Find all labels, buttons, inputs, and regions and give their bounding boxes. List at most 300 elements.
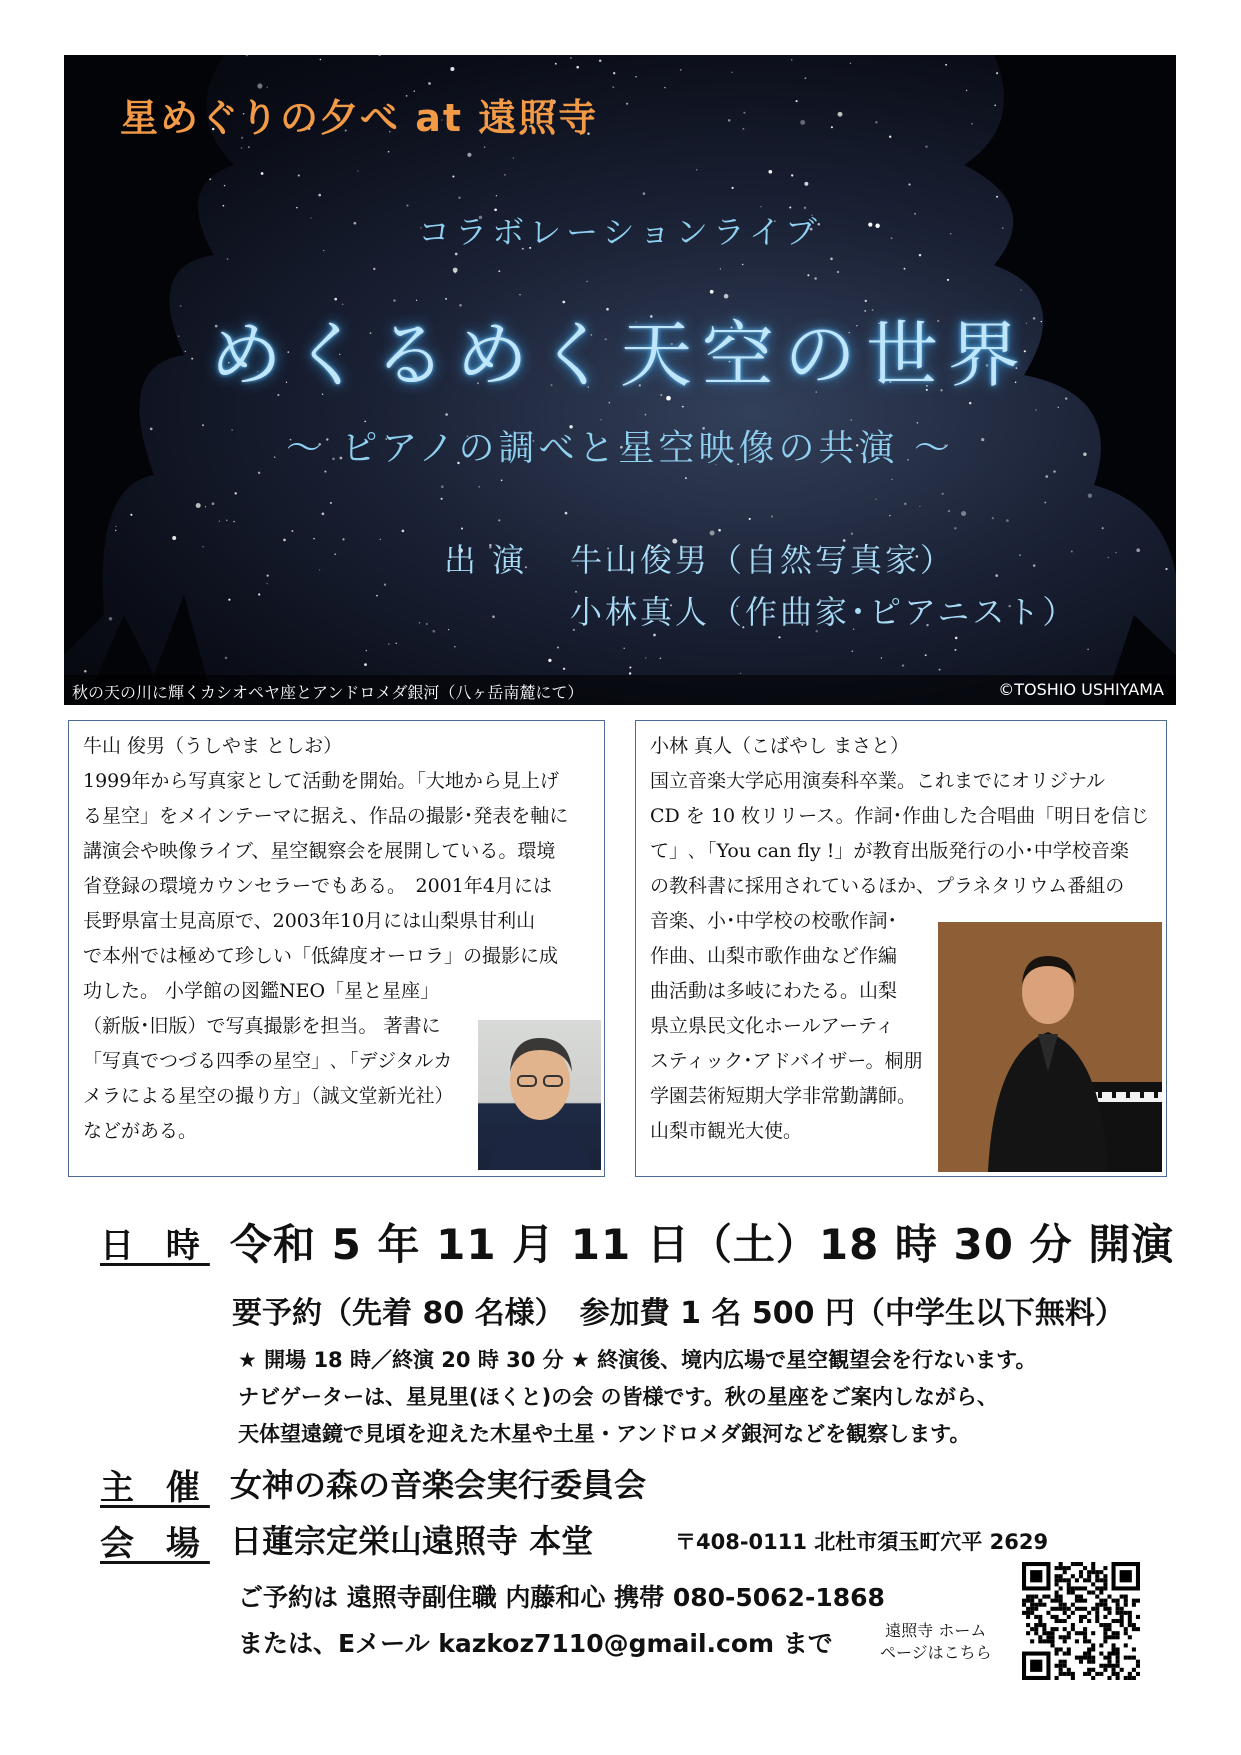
star — [115, 526, 116, 527]
qr-code-icon[interactable] — [1022, 1562, 1140, 1680]
qr-module — [1132, 1656, 1136, 1660]
qr-module — [1107, 1676, 1111, 1680]
star — [452, 175, 454, 177]
qr-module — [1075, 1578, 1079, 1582]
star — [889, 135, 891, 137]
star — [227, 258, 229, 260]
qr-module — [1042, 1639, 1046, 1643]
qr-module — [1112, 1635, 1116, 1639]
qr-module — [1059, 1578, 1063, 1582]
qr-module — [1055, 1566, 1059, 1570]
qr-module — [1095, 1611, 1099, 1615]
bio-name-kobayashi: 小林 真人（こばやし まさと） — [650, 735, 910, 757]
qr-module — [1075, 1639, 1079, 1643]
star — [219, 520, 220, 521]
qr-module — [1103, 1627, 1107, 1631]
qr-module — [1083, 1586, 1087, 1590]
qr-module — [1099, 1623, 1103, 1627]
star — [467, 153, 471, 157]
star — [771, 515, 773, 517]
star — [1006, 519, 1009, 522]
qr-module — [1055, 1595, 1059, 1599]
star — [266, 583, 267, 584]
qr-module — [1120, 1668, 1124, 1672]
star — [384, 584, 386, 586]
qr-module — [1116, 1603, 1120, 1607]
qr-module — [1079, 1570, 1083, 1574]
qr-module — [1059, 1668, 1063, 1672]
qr-module — [1071, 1603, 1075, 1607]
star — [557, 647, 559, 649]
star — [548, 659, 551, 662]
star — [484, 146, 486, 148]
star — [402, 530, 405, 533]
qr-module — [1022, 1599, 1026, 1603]
qr-module — [1136, 1660, 1140, 1664]
qr-module — [1107, 1623, 1111, 1627]
qr-module — [1059, 1619, 1063, 1623]
qr-module — [1050, 1599, 1054, 1603]
qr-module — [1087, 1668, 1091, 1672]
note-line: 天体望遠鏡で見頃を迎えた木星や土星・アンドロメダ銀河などを観察します。 — [238, 1422, 971, 1446]
star — [969, 402, 972, 405]
qr-module — [1103, 1607, 1107, 1611]
qr-module — [1059, 1660, 1063, 1664]
bio-line: 功した。 小学館の図鑑NEO「星と星座」 — [83, 980, 440, 1002]
qr-module — [1063, 1603, 1067, 1607]
qr-module — [1067, 1582, 1071, 1586]
qr-module — [1132, 1647, 1136, 1651]
star — [996, 72, 998, 74]
qr-module — [1112, 1631, 1116, 1635]
qr-module — [1112, 1668, 1116, 1672]
star — [1058, 407, 1059, 408]
star — [458, 197, 460, 199]
qr-module — [1055, 1647, 1059, 1651]
star — [225, 657, 228, 660]
star — [740, 673, 741, 674]
qr-module — [1103, 1578, 1107, 1582]
star — [791, 59, 793, 61]
qr-module — [1099, 1652, 1103, 1656]
qr-module — [1116, 1676, 1120, 1680]
qr-module — [1063, 1639, 1067, 1643]
qr-module — [1038, 1639, 1042, 1643]
bio-line: メラによる星空の撮り方」（誠文堂新光社） — [83, 1085, 454, 1107]
star — [902, 664, 904, 666]
qr-module — [1091, 1631, 1095, 1635]
star — [258, 593, 260, 595]
star — [837, 271, 839, 273]
qr-module — [1087, 1619, 1091, 1623]
qr-module — [1034, 1607, 1038, 1611]
qr-caption: 遠照寺 ホーム ページはこちら — [880, 1621, 992, 1662]
qr-module — [1046, 1595, 1050, 1599]
qr-module — [1030, 1611, 1034, 1615]
qr-module — [1099, 1672, 1103, 1676]
qr-module — [1087, 1590, 1091, 1594]
qr-module — [1087, 1611, 1091, 1615]
qr-module — [1030, 1603, 1034, 1607]
qr-module — [1124, 1643, 1128, 1647]
qr-module — [1107, 1595, 1111, 1599]
qr-module — [1128, 1656, 1132, 1660]
star — [889, 515, 890, 516]
qr-module — [1083, 1615, 1087, 1619]
star — [742, 128, 744, 130]
qr-module — [1075, 1562, 1079, 1566]
qr-module — [1107, 1660, 1111, 1664]
star — [947, 279, 949, 281]
qr-module — [1103, 1566, 1107, 1570]
qr-module — [1112, 1599, 1116, 1603]
qr-module — [1116, 1660, 1120, 1664]
bio-line: 「写真でつづる四季の星空」､「デジタルカ — [83, 1050, 453, 1072]
qr-module — [1055, 1607, 1059, 1611]
qr-module — [1103, 1656, 1107, 1660]
star — [342, 538, 344, 540]
qr-module — [1067, 1578, 1071, 1582]
qr-module — [1083, 1566, 1087, 1570]
qr-module — [1124, 1611, 1128, 1615]
qr-module — [1128, 1672, 1132, 1676]
qr-module — [1055, 1627, 1059, 1631]
star — [814, 277, 817, 280]
qr-module — [1034, 1603, 1038, 1607]
qr-module — [1067, 1566, 1071, 1570]
star — [919, 506, 920, 507]
qr-module — [1099, 1603, 1103, 1607]
star — [643, 192, 646, 195]
qr-module — [1116, 1619, 1120, 1623]
qr-module — [1038, 1599, 1042, 1603]
qr-module — [1083, 1652, 1087, 1656]
qr-module — [1095, 1615, 1099, 1619]
star — [450, 67, 454, 71]
qr-module — [1050, 1607, 1054, 1611]
qr-module — [1059, 1586, 1063, 1590]
photo-caption: 秋の天の川に輝くカシオペヤ座とアンドロメダ銀河（八ヶ岳南麓にて） — [72, 683, 584, 702]
star — [1115, 552, 1116, 553]
qr-module — [1026, 1623, 1030, 1627]
qr-module — [1046, 1639, 1050, 1643]
qr-module — [1107, 1652, 1111, 1656]
qr-module — [1103, 1603, 1107, 1607]
qr-module — [1107, 1607, 1111, 1611]
star — [445, 413, 448, 416]
star — [728, 119, 731, 122]
qr-module — [1095, 1619, 1099, 1623]
qr-module — [1103, 1574, 1107, 1578]
star — [749, 518, 751, 520]
qr-module — [1136, 1627, 1140, 1631]
qr-module — [1063, 1672, 1067, 1676]
bio-line: 音楽、小･中学校の校歌作詞･ — [650, 910, 898, 932]
star — [742, 264, 743, 265]
qr-module — [1083, 1578, 1087, 1582]
portrait-kobayashi — [938, 922, 1162, 1172]
qr-module — [1136, 1599, 1140, 1603]
star — [248, 146, 250, 148]
qr-module — [1116, 1656, 1120, 1660]
qr-module — [1063, 1607, 1067, 1611]
qr-module — [1063, 1664, 1067, 1668]
qr-module — [1067, 1647, 1071, 1651]
star — [626, 103, 628, 105]
main-title: めくるめく天空の世界 — [209, 313, 1030, 397]
star — [1107, 557, 1109, 559]
performers-block — [444, 535, 1077, 639]
qr-module — [1079, 1656, 1083, 1660]
qr-module — [1083, 1672, 1087, 1676]
star — [258, 472, 260, 474]
qr-module — [1063, 1611, 1067, 1615]
qr-module — [1063, 1652, 1067, 1656]
qr-module — [1075, 1656, 1079, 1660]
qr-module — [1095, 1586, 1099, 1590]
star — [961, 511, 966, 516]
qr-module — [1079, 1619, 1083, 1623]
star — [388, 643, 389, 644]
star — [971, 123, 972, 124]
note-line: ナビゲーターは、星見里(ほくと)の会 の皆様です。秋の星座をご案内しながら、 — [238, 1385, 998, 1409]
performer-kobayashi: 小林真人（作曲家･ピアニスト） — [570, 593, 1078, 631]
qr-module — [1095, 1672, 1099, 1676]
star — [283, 539, 286, 542]
qr-module — [1075, 1595, 1079, 1599]
star — [519, 294, 520, 295]
photo-credit: ©TOSHIO USHIYAMA — [998, 680, 1164, 699]
qr-module — [1099, 1578, 1103, 1582]
qr-module — [1132, 1623, 1136, 1627]
qr-module — [1067, 1586, 1071, 1590]
qr-module — [1042, 1627, 1046, 1631]
qr-module — [1112, 1664, 1116, 1668]
qr-module — [1087, 1652, 1091, 1656]
star — [1087, 649, 1089, 651]
qr-module — [1071, 1623, 1075, 1627]
qr-module — [1063, 1570, 1067, 1574]
star — [320, 59, 322, 61]
star — [576, 66, 579, 69]
qr-module — [1083, 1607, 1087, 1611]
qr-module — [1099, 1586, 1103, 1590]
star — [996, 196, 998, 198]
star — [1136, 548, 1140, 552]
qr-module — [1059, 1647, 1063, 1651]
qr-module — [1124, 1595, 1128, 1599]
qr-module — [1128, 1623, 1132, 1627]
qr-module — [1079, 1562, 1083, 1566]
star — [378, 55, 380, 56]
performer-ushiyama: 牛山俊男（自然写真家） — [570, 541, 956, 579]
bio-line: 曲活動は多岐にわたる。山梨 — [650, 980, 898, 1002]
qr-module — [1103, 1623, 1107, 1627]
star — [942, 493, 944, 495]
star — [720, 268, 721, 269]
star — [84, 670, 87, 673]
star — [954, 527, 956, 529]
qr-module — [1132, 1627, 1136, 1631]
qr-module — [1050, 1635, 1054, 1639]
qr-module — [1026, 1615, 1030, 1619]
qr-module — [1103, 1639, 1107, 1643]
star — [565, 512, 568, 515]
bio-line: て」､「You can fly !」が教育出版発行の小･中学校音楽 — [650, 840, 1129, 862]
qr-module — [1124, 1631, 1128, 1635]
star — [645, 657, 646, 658]
bio-name-ushiyama: 牛山 俊男（うしやま としお） — [83, 735, 343, 757]
qr-module — [1059, 1603, 1063, 1607]
qr-module — [1116, 1611, 1120, 1615]
contact-block — [238, 1575, 885, 1667]
star — [455, 253, 458, 256]
qr-module — [1091, 1643, 1095, 1647]
qr-module — [1079, 1599, 1083, 1603]
qr-module — [1132, 1599, 1136, 1603]
qr-module — [1128, 1615, 1132, 1619]
qr-module — [1022, 1603, 1026, 1607]
star — [419, 622, 421, 624]
star — [202, 546, 204, 548]
bio-line: の教科書に採用されているほか、プラネタリウム番組の — [650, 875, 1125, 897]
qr-module — [1099, 1643, 1103, 1647]
qr-module — [1055, 1574, 1059, 1578]
qr-module — [1079, 1574, 1083, 1578]
qr-module — [1128, 1611, 1132, 1615]
qr-module — [1128, 1676, 1132, 1680]
organizer-name: 女神の森の音楽会実行委員会 — [230, 1466, 647, 1504]
qr-module — [1059, 1599, 1063, 1603]
qr-module — [1103, 1582, 1107, 1586]
bio-line: 講演会や映像ライブ、星空観察会を展開している。環境 — [83, 840, 556, 862]
qr-module — [1067, 1652, 1071, 1656]
star — [1020, 289, 1021, 290]
star — [115, 530, 117, 532]
qr-module — [1091, 1582, 1095, 1586]
star — [388, 151, 390, 153]
bio-line: 省登録の環境カウンセラーでもある。 2001年4月には — [83, 875, 552, 897]
star — [768, 170, 772, 174]
qr-module — [1107, 1611, 1111, 1615]
star — [954, 649, 956, 651]
qr-module — [1059, 1574, 1063, 1578]
qr-module — [1038, 1615, 1042, 1619]
star — [804, 182, 808, 186]
qr-module — [1112, 1647, 1116, 1651]
star — [478, 486, 480, 488]
star — [919, 254, 922, 257]
star — [685, 477, 687, 479]
star — [948, 510, 950, 512]
qr-module — [1095, 1574, 1099, 1578]
qr-module — [1091, 1590, 1095, 1594]
star — [807, 274, 809, 276]
qr-module — [1026, 1599, 1030, 1603]
qr-module — [1038, 1623, 1042, 1627]
star — [731, 72, 732, 73]
star — [196, 503, 201, 508]
qr-module — [1099, 1590, 1103, 1594]
star — [261, 172, 264, 175]
star — [212, 502, 215, 505]
bio-line: で本州では極めて珍しい「低緯度オーロラ」の撮影に成 — [83, 945, 559, 967]
qr-module — [1120, 1595, 1124, 1599]
star — [461, 528, 463, 530]
bio-line: 国立音楽大学応用演奏科卒業。これまでにオリジナル — [650, 770, 1106, 792]
qr-module — [1091, 1668, 1095, 1672]
star — [696, 169, 698, 171]
qr-module — [1022, 1611, 1026, 1615]
star — [395, 643, 396, 644]
qr-module — [1095, 1607, 1099, 1611]
qr-module — [1107, 1656, 1111, 1660]
bio-line: 1999年から写真家として活動を開始。「大地から見上げ — [83, 770, 559, 792]
star — [1045, 475, 1048, 478]
reservation-info: 要予約（先着 80 名様） 参加費 1 名 500 円（中学生以下無料） — [232, 1296, 1125, 1331]
star — [318, 194, 321, 197]
qr-module — [1059, 1635, 1063, 1639]
qr-module — [1120, 1607, 1124, 1611]
star — [875, 121, 877, 123]
star — [731, 187, 733, 189]
event-series-title: 星めぐりの夕べ at 遠照寺 — [120, 96, 599, 140]
star — [710, 290, 714, 294]
star — [380, 539, 381, 540]
qr-module — [1083, 1656, 1087, 1660]
star — [718, 529, 721, 532]
qr-module — [1083, 1635, 1087, 1639]
star — [441, 498, 443, 500]
bio-line: スティック･アドバイザー。桐朋 — [650, 1050, 923, 1072]
bio-line: 作曲、山梨市歌作曲など作編 — [650, 945, 898, 967]
star — [172, 536, 176, 540]
star — [246, 55, 247, 56]
qr-module — [1038, 1603, 1042, 1607]
qr-module — [1063, 1619, 1067, 1623]
qr-module — [1030, 1607, 1034, 1611]
qr-module — [1103, 1635, 1107, 1639]
note-line: ★ 開場 18 時／終演 20 時 30 分 ★ 終演後、境内広場で星空観望会を行ないます。 — [238, 1348, 1037, 1372]
star — [612, 86, 614, 88]
qr-module — [1063, 1635, 1067, 1639]
star — [357, 170, 358, 171]
star — [743, 112, 745, 114]
qr-module — [1071, 1574, 1075, 1578]
qr-module — [1120, 1623, 1124, 1627]
star — [904, 268, 906, 270]
star — [881, 657, 882, 658]
qr-module — [1079, 1615, 1083, 1619]
qr-module — [1067, 1668, 1071, 1672]
qr-module — [1071, 1627, 1075, 1631]
event-notes — [238, 1342, 1036, 1453]
qr-module — [1067, 1590, 1071, 1594]
qr-module — [1034, 1623, 1038, 1627]
qr-module — [1099, 1599, 1103, 1603]
qr-module — [1116, 1635, 1120, 1639]
star — [241, 147, 243, 149]
qr-module — [1091, 1570, 1095, 1574]
qr-module — [1071, 1590, 1075, 1594]
qr-module — [1112, 1619, 1116, 1623]
contact-phone: ご予約は 遠照寺副住職 内藤和心 携帯 080-5062-1868 — [238, 1583, 885, 1612]
qr-module — [1055, 1590, 1059, 1594]
qr-module — [1071, 1562, 1075, 1566]
star — [1044, 502, 1046, 504]
qr-module — [1042, 1623, 1046, 1627]
qr-module — [1116, 1599, 1120, 1603]
